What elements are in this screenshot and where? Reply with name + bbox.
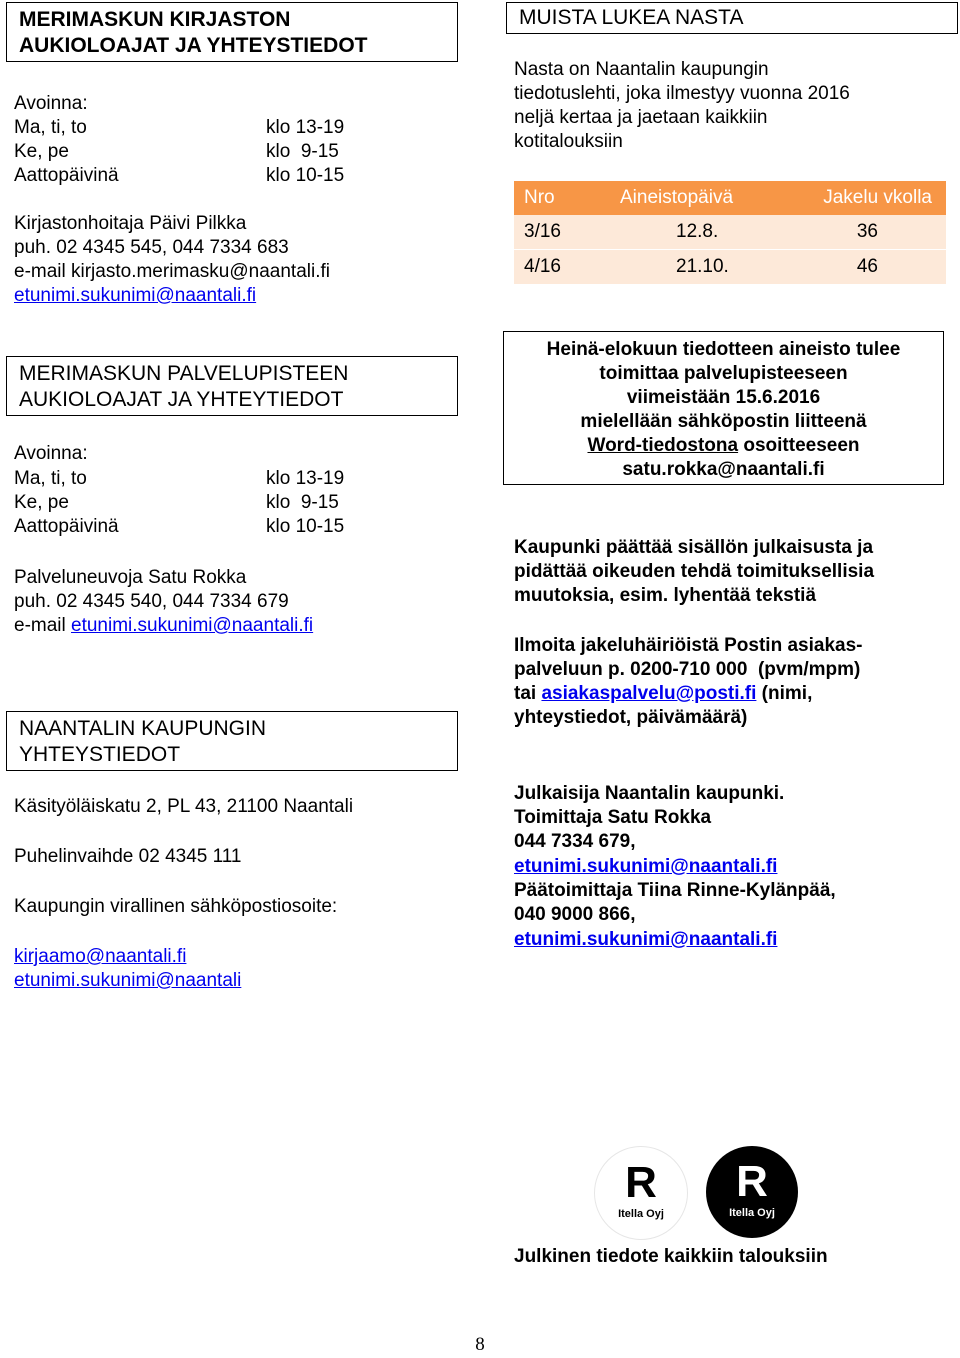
page-number: 8 <box>475 1334 485 1355</box>
library-hours-days <box>14 116 119 188</box>
library-email-link[interactable]: etunimi.sukunimi@naantali.fi <box>14 285 257 306</box>
nasta-title: MUISTA LUKEA NASTA <box>519 6 744 29</box>
table-cell-nro: 4/16 <box>514 250 606 285</box>
notice-line-2: viimeistään 15.6.2016 <box>626 387 821 408</box>
library-hours-days-2: Aattopäivinä <box>14 165 119 186</box>
library-hours-time-0: klo 13-19 <box>266 117 345 138</box>
library-hours-times <box>266 116 344 188</box>
nasta-intro-1: tiedotuslehti, joka ilmestyy vuonna 2016 <box>514 83 850 104</box>
library-title-line2: AUKIOLOAJAT JA YHTEYSTIEDOT <box>19 34 368 57</box>
distribution-line2: palveluun p. 0200-710 000 (pvm/mpm) <box>514 659 861 680</box>
distribution-line4: yhteystiedot, päivämäärä) <box>514 707 748 728</box>
service-hours-days-2: Aattopäivinä <box>14 516 119 537</box>
library-title-box <box>6 2 458 62</box>
library-email: e-mail kirjasto.merimasku@naantali.fi <box>14 261 330 282</box>
table-cell-date: 21.10. <box>606 250 810 285</box>
city-title-box <box>6 711 458 771</box>
publisher-line6: 040 9000 866, <box>514 904 636 925</box>
public-notice: Julkinen tiedote kaikkiin talouksiin <box>514 1246 828 1267</box>
nasta-schedule-table <box>514 181 946 284</box>
table-row <box>514 250 946 285</box>
distribution-line3 <box>514 682 812 706</box>
service-email-prefix: e-mail <box>14 615 72 636</box>
itella-logo-dark <box>706 1146 798 1238</box>
customer-service-email-link[interactable]: asiakaspalvelu@posti.fi <box>541 683 757 704</box>
city-email-link[interactable]: etunimi.sukunimi@naantali <box>14 970 242 991</box>
service-title-line2: AUKIOLOAJAT JA YHTEYTIEDOT <box>19 388 344 411</box>
table-header-row <box>514 181 946 215</box>
service-hours-days <box>14 467 119 539</box>
service-hours-time-0: klo 13-19 <box>266 468 345 489</box>
table-header-delivery-week: Jakelu vkolla <box>823 187 932 208</box>
itella-logo-letter-dark: R <box>736 1157 768 1206</box>
library-contact-name: Kirjastonhoitaja Päivi Pilkka <box>14 213 247 234</box>
library-open-label: Avoinna: <box>14 93 88 114</box>
rights-line-2: muutoksia, esim. lyhentää tekstiä <box>514 585 817 606</box>
table-cell-week: 46 <box>810 250 946 285</box>
library-phone: puh. 02 4345 545, 044 7334 683 <box>14 237 289 258</box>
table-cell-nro: 3/16 <box>524 221 561 242</box>
notice-box <box>503 331 944 485</box>
nasta-intro-3: kotitalouksiin <box>514 131 623 152</box>
service-hours-time-1: klo 9-15 <box>266 492 339 513</box>
service-hours-time-2: klo 10-15 <box>266 516 345 537</box>
publisher-line5: Päätoimittaja Tiina Rinne-Kylänpää, <box>514 880 836 901</box>
itella-logo-light <box>594 1146 688 1240</box>
notice-line-1: toimittaa palvelupisteeseen <box>599 363 848 384</box>
publisher-email2[interactable]: etunimi.sukunimi@naantali.fi <box>514 929 778 950</box>
nasta-intro-0: Nasta on Naantalin kaupungin <box>514 59 769 80</box>
publisher-line3: 044 7334 679, <box>514 831 636 852</box>
library-title-line1: MERIMASKUN KIRJASTON <box>19 8 291 31</box>
service-title-box <box>6 356 458 416</box>
library-hours-days-0: Ma, ti, to <box>14 117 87 138</box>
service-hours-times <box>266 467 344 539</box>
service-email-line <box>14 614 313 638</box>
notice-word-format: Word-tiedostona <box>587 435 739 456</box>
library-hours-time-1: klo 9-15 <box>266 141 339 162</box>
city-address: Käsityöläiskatu 2, PL 43, 21100 Naantali <box>14 796 354 817</box>
nasta-title-box <box>506 2 958 34</box>
table-header-material-date: Aineistopäivä <box>620 187 734 208</box>
table-row <box>514 215 946 250</box>
itella-logo-company-light: Itella Oyj <box>618 1208 664 1220</box>
library-hours-days-1: Ke, pe <box>14 141 69 162</box>
city-title-line2: YHTEYSTIEDOT <box>19 743 181 766</box>
itella-logo-letter-light: R <box>625 1158 657 1207</box>
rights-line-1: pidättää oikeuden tehdä toimituksellisia <box>514 561 875 582</box>
service-email-link[interactable]: etunimi.sukunimi@naantali.fi <box>71 615 314 636</box>
city-title-line1: NAANTALIN KAUPUNGIN <box>19 717 266 740</box>
distribution-suffix: (nimi, <box>756 683 813 704</box>
service-hours-days-1: Ke, pe <box>14 492 69 513</box>
table-header-nro: Nro <box>524 187 555 208</box>
notice-line-3: mielellään sähköpostin liitteenä <box>580 411 867 432</box>
city-official-email-label: Kaupungin virallinen sähköpostiosoite: <box>14 896 338 917</box>
itella-logo-company-dark: Itella Oyj <box>729 1207 775 1219</box>
nasta-intro-2: neljä kertaa ja jaetaan kaikkiin <box>514 107 768 128</box>
city-official-email[interactable]: kirjaamo@naantali.fi <box>14 946 187 967</box>
distribution-line1: Ilmoita jakeluhäiriöistä Postin asiakas- <box>514 635 863 656</box>
table-cell-week: 36 <box>856 221 878 242</box>
library-hours-time-2: klo 10-15 <box>266 165 345 186</box>
rights-line-0: Kaupunki päättää sisällön julkaisusta ja <box>514 537 874 558</box>
notice-line-4 <box>504 434 943 458</box>
distribution-prefix: tai <box>514 683 542 704</box>
publisher-line1: Julkaisija Naantalin kaupunki. <box>514 783 785 804</box>
notice-line-0: Heinä-elokuun tiedotteen aineisto tulee <box>546 339 901 360</box>
table-cell-date: 12.8. <box>676 221 719 242</box>
service-open-label: Avoinna: <box>14 443 88 464</box>
notice-email: satu.rokka@naantali.fi <box>622 459 825 480</box>
city-switchboard: Puhelinvaihde 02 4345 111 <box>14 846 242 867</box>
service-title-line1: MERIMASKUN PALVELUPISTEEN <box>19 362 349 385</box>
service-phone: puh. 02 4345 540, 044 7334 679 <box>14 591 289 612</box>
service-contact-name: Palveluneuvoja Satu Rokka <box>14 567 247 588</box>
notice-word-rest: osoitteeseen <box>738 435 860 456</box>
publisher-email1[interactable]: etunimi.sukunimi@naantali.fi <box>514 856 778 877</box>
publisher-line2: Toimittaja Satu Rokka <box>514 807 712 828</box>
service-hours-days-0: Ma, ti, to <box>14 468 87 489</box>
